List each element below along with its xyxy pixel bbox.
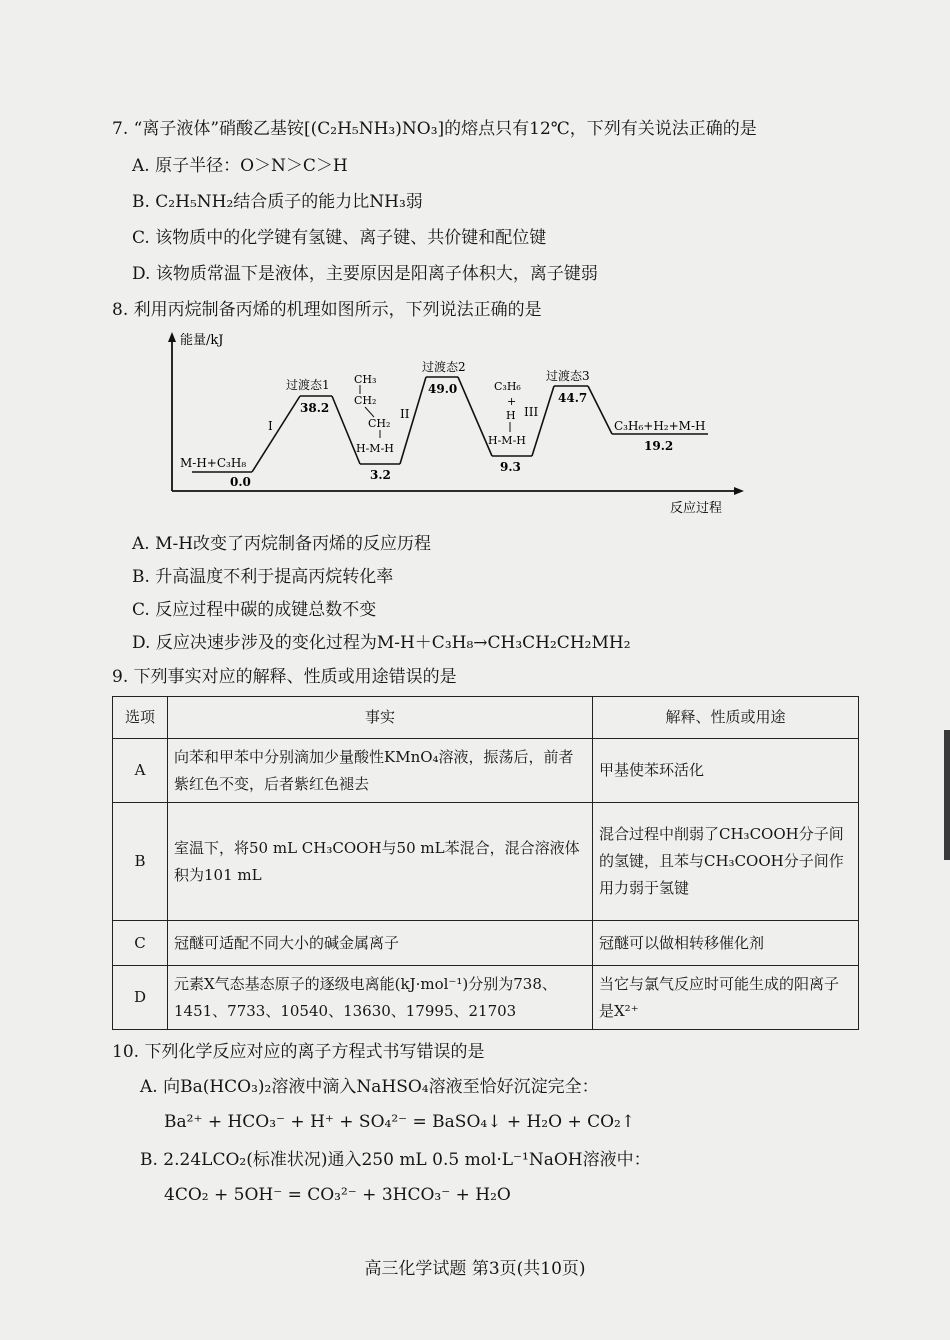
q7-option-b: B. C₂H₅NH₂结合质子的能力比NH₃弱	[132, 192, 423, 212]
row-d-fact: 元素X气态基态原子的逐级电离能(kJ·mol⁻¹)分别为738、1451、7733、10540、13630、17995、21703	[168, 966, 593, 1030]
y-axis-label: 能量/kJ	[180, 333, 224, 348]
ts2-label: 过渡态2	[422, 360, 466, 374]
q10-option-a-text: A. 向Ba(HCO₃)₂溶液中滴入NaHSO₄溶液至恰好沉淀完全：	[140, 1077, 599, 1097]
step-label-3: III	[524, 405, 539, 419]
state-reactant-energy: 0.0	[230, 475, 251, 489]
row-d-option: D	[113, 966, 168, 1030]
intermediate2-group-c3h6: C₃H₆	[494, 380, 521, 393]
intermediate2-group-h: H	[506, 409, 516, 422]
intermediate1-energy: 3.2	[370, 468, 391, 482]
table-row	[113, 966, 859, 1030]
header-option: 选项	[113, 697, 168, 739]
scan-edge-shadow	[944, 730, 950, 860]
q10-option-b-equation: 4CO₂ + 5OH⁻ = CO₃²⁻ + 3HCO₃⁻ + H₂O	[164, 1185, 511, 1205]
row-d-explanation: 当它与氯气反应时可能生成的阳离子是X²⁺	[593, 966, 859, 1030]
energy-profile-diagram	[160, 326, 760, 526]
intermediate1-group-ch2a: CH₂	[354, 394, 377, 407]
row-b-explanation: 混合过程中削弱了CH₃COOH分子间的氢键，且苯与CH₃COOH分子间作用力弱于氢键	[593, 803, 859, 921]
table-row	[113, 921, 859, 966]
q7-stem: 7. “离子液体”硝酸乙基铵[(C₂H₅NH₃)NO₃]的熔点只有12℃，下列有关说法正确的是	[112, 119, 757, 139]
q9-stem: 9. 下列事实对应的解释、性质或用途错误的是	[112, 667, 457, 687]
intermediate2-energy: 9.3	[500, 460, 521, 474]
header-explanation: 解释、性质或用途	[593, 697, 859, 739]
x-axis-label: 反应过程	[670, 501, 723, 516]
row-c-option: C	[113, 921, 168, 966]
row-c-fact: 冠醚可适配不同大小的碱金属离子	[168, 921, 593, 966]
q8-option-c: C. 反应过程中碳的成键总数不变	[132, 600, 377, 620]
q10-option-b-text: B. 2.24LCO₂(标准状况)通入250 mL 0.5 mol·L⁻¹NaOH溶液中：	[140, 1150, 651, 1170]
step-label-2: II	[400, 407, 410, 421]
ts2-energy: 49.0	[428, 382, 458, 396]
table-header-row	[113, 697, 859, 739]
x-axis-arrow	[734, 487, 744, 495]
q8-stem: 8. 利用丙烷制备丙烯的机理如图所示，下列说法正确的是	[112, 300, 542, 320]
q7-option-d: D. 该物质常温下是液体，主要原因是阳离子体积大，离子键弱	[132, 264, 598, 284]
y-axis-arrow	[168, 332, 176, 342]
q8-option-b: B. 升高温度不利于提高丙烷转化率	[132, 567, 394, 587]
step-label-1: I	[268, 419, 273, 433]
page-footer: 高三化学试题 第3页(共10页)	[364, 1259, 586, 1279]
ts3-label: 过渡态3	[546, 369, 590, 383]
row-a-fact: 向苯和甲苯中分别滴加少量酸性KMnO₄溶液，振荡后，前者紫红色不变，后者紫红色褪去	[168, 739, 593, 803]
ts3-energy: 44.7	[558, 391, 588, 405]
row-a-explanation: 甲基使苯环活化	[593, 739, 859, 803]
product-energy: 19.2	[644, 439, 674, 453]
intermediate1-label: H-M-H	[356, 442, 394, 455]
q8-option-d: D. 反应决速步涉及的变化过程为M-H＋C₃H₈→CH₃CH₂CH₂MH₂	[132, 633, 631, 653]
ts1-label: 过渡态1	[286, 378, 330, 392]
table-row	[113, 803, 859, 921]
intermediate2-label: H-M-H	[488, 434, 526, 447]
row-b-fact: 室温下，将50 mL CH₃COOH与50 mL苯混合，混合溶液体积为101 mL	[168, 803, 593, 921]
q10-stem: 10. 下列化学反应对应的离子方程式书写错误的是	[112, 1042, 485, 1062]
intermediate2-group-plus: +	[507, 395, 517, 408]
state-reactant-label: M-H+C₃H₈	[180, 456, 247, 470]
q10-option-a-equation: Ba²⁺ + HCO₃⁻ + H⁺ + SO₄²⁻ = BaSO₄↓ + H₂O + CO₂↑	[164, 1112, 636, 1132]
header-fact: 事实	[168, 697, 593, 739]
intermediate1-group-ch2b: CH₂	[368, 417, 391, 430]
product-label: C₃H₆+H₂+M-H	[614, 419, 706, 433]
row-a-option: A	[113, 739, 168, 803]
row-b-option: B	[113, 803, 168, 921]
table-row	[113, 739, 859, 803]
q8-option-a: A. M-H改变了丙烷制备丙烯的反应历程	[132, 534, 432, 554]
row-c-explanation: 冠醚可以做相转移催化剂	[593, 921, 859, 966]
q7-option-a: A. 原子半径：O＞N＞C＞H	[132, 156, 348, 176]
intermediate1-group-ch3: CH₃	[354, 373, 377, 386]
q9-table	[112, 696, 859, 1030]
q7-option-c: C. 该物质中的化学键有氢键、离子键、共价键和配位键	[132, 228, 547, 248]
ts1-energy: 38.2	[300, 401, 330, 415]
